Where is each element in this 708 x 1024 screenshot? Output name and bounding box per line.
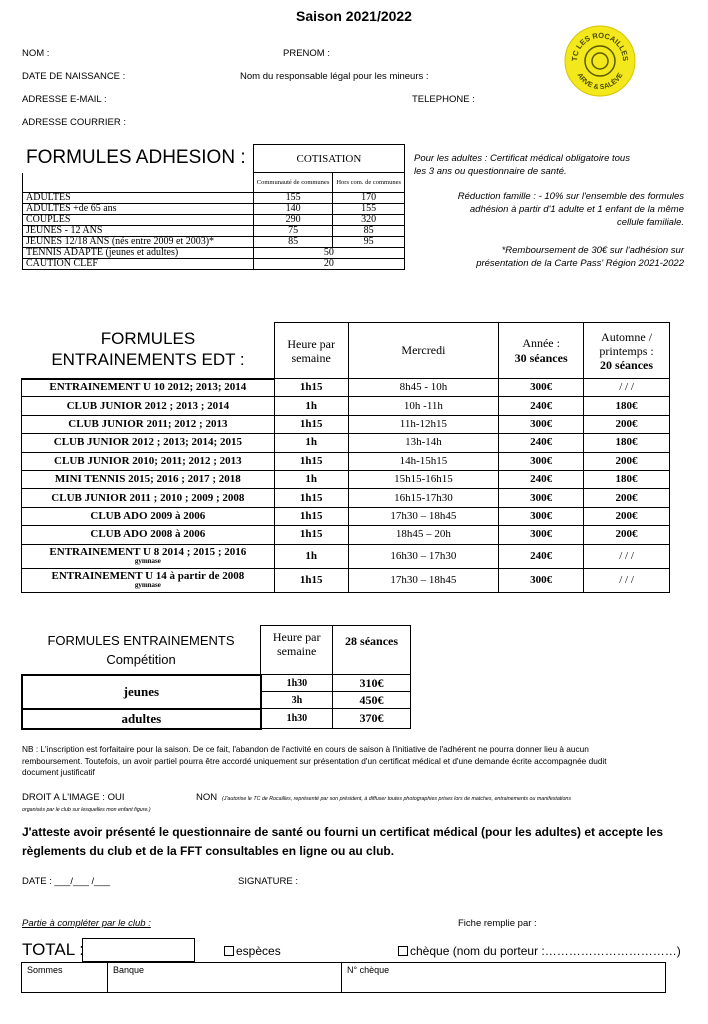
training-row: CLUB JUNIOR 2012 ; 2013; 2014; 2015 1h 13h-14h 240€ 180€ bbox=[22, 434, 670, 452]
adhesion-row: JEUNES 12/18 ANS (nés entre 2009 et 2003)* 85 95 bbox=[23, 237, 405, 248]
signature-field[interactable]: SIGNATURE : bbox=[238, 876, 298, 887]
training-row: ENTRAINEMENT U 8 2014 ; 2015 ; 2016 gymnase 1h 16h30 – 17h30 240€ / / / bbox=[22, 544, 670, 568]
col-hors: Hors com. de communes bbox=[333, 173, 405, 193]
telephone-label: TELEPHONE : bbox=[412, 94, 475, 105]
training-row: ENTRAINEMENT U 10 2012; 2013; 2014 1h15 8h45 - 10h 300€ / / / bbox=[22, 379, 670, 397]
banque-cell[interactable]: Banque bbox=[108, 963, 342, 993]
training-row: MINI TENNIS 2015; 2016 ; 2017 ; 2018 1h 15h15-16h15 240€ 180€ bbox=[22, 470, 670, 488]
entrainements-title: FORMULES ENTRAINEMENTS EDT : bbox=[51, 329, 245, 369]
sommes-cell[interactable]: Sommes bbox=[22, 963, 108, 993]
training-row: ENTRAINEMENT U 14 à partir de 2008 gymnase 1h15 17h30 – 18h45 300€ / / / bbox=[22, 568, 670, 592]
adhesion-row: ADULTES 155 170 bbox=[23, 193, 405, 204]
training-row: CLUB JUNIOR 2010; 2011; 2012 ; 2013 1h15 14h-15h15 300€ 200€ bbox=[22, 452, 670, 470]
nom-label: NOM : bbox=[22, 48, 50, 59]
email-label: ADRESSE E-MAIL : bbox=[22, 94, 107, 105]
cheque-option[interactable]: chèque (nom du porteur :……………………………) bbox=[398, 944, 681, 958]
cotisation-header: COTISATION bbox=[253, 145, 404, 173]
droit-image-note-2: organisés par le club sur lesquelles mon enfant figure.) bbox=[22, 807, 151, 813]
header-automne: Automne / printemps : 20 séances bbox=[584, 323, 670, 379]
competition-table: Heure par semaine 28 séances jeunes 1h30 310€ 3h 450€ adultes 1h30 370€ bbox=[21, 625, 411, 730]
droit-image-note-1: (J'autorise le TC de Rocailles, représenté par son président, à diffuser toutes photographies prises lors de matches, entrainements ou manifestations bbox=[222, 796, 572, 802]
logo-text-top: TC LES ROCAILLES bbox=[569, 30, 631, 62]
especes-option[interactable]: espèces bbox=[224, 944, 281, 958]
droit-image-label: DROIT A L'IMAGE : OUI bbox=[22, 792, 125, 803]
training-row: CLUB JUNIOR 2012 ; 2013 ; 2014 1h 10h -11h 240€ 180€ bbox=[22, 397, 670, 415]
training-row: CLUB ADO 2008 à 2006 1h15 18h45 – 20h 300€ 200€ bbox=[22, 526, 670, 544]
note-pass-region: *Remboursement de 30€ sur l'adhésion sur présentation de la Carte Pass' Région 2021-2022 bbox=[476, 245, 684, 269]
fiche-remplie-label: Fiche remplie par : bbox=[458, 918, 537, 929]
payment-table bbox=[21, 962, 666, 993]
competition-title: FORMULES ENTRAINEMENTS Compétition bbox=[47, 633, 235, 667]
prenom-label: PRENOM : bbox=[283, 48, 330, 59]
attestation: J'atteste avoir présenté le questionnaire de santé ou fourni un certificat médical (pour les adultes) et accepte les règlements du club et de la FFT consultables en ligne ou au club. bbox=[22, 825, 664, 858]
entrainements-table bbox=[21, 322, 670, 593]
club-section-title: Partie à compléter par le club : bbox=[22, 918, 151, 929]
comp-header-heure: Heure par semaine bbox=[261, 626, 333, 675]
adhesion-title: FORMULES ADHESION : bbox=[26, 147, 246, 168]
header-mercredi: Mercredi bbox=[348, 323, 499, 379]
note-certificat: Pour les adultes : Certificat médical obligatoire tous les 3 ans ou questionnaire de santé. bbox=[414, 153, 630, 177]
especes-checkbox[interactable] bbox=[224, 946, 234, 956]
adhesion-table bbox=[22, 144, 405, 270]
logo-text-bottom: ARVE & SALÈVE bbox=[575, 72, 625, 92]
cheque-checkbox[interactable] bbox=[398, 946, 408, 956]
header-heure: Heure par semaine bbox=[274, 323, 348, 379]
date-field[interactable]: DATE : ___/___ /___ bbox=[22, 876, 111, 887]
training-row: CLUB ADO 2009 à 2006 1h15 17h30 – 18h45 300€ 200€ bbox=[22, 507, 670, 525]
header-annee: Année : 30 séances bbox=[499, 323, 584, 379]
note-famille: Réduction famille : - 10% sur l'ensemble des formules adhésion à partir d'1 adulte et 1 enfant de la même cellule familiale. bbox=[457, 191, 684, 228]
nb-paragraph: NB : L'inscription est forfaitaire pour la saison. De ce fait, l'abandon de l'activité en cours de saison à l'initiative de l'adhérent ne pourra donner lieu à aucun remboursement. Toutefois, un avoir partiel pourra être accordé uniquement sur présentation d'un certificat médical et d'une demande écrite accompagnée dudit document justificatif bbox=[22, 744, 607, 777]
club-logo bbox=[563, 24, 637, 98]
total-label: TOTAL : bbox=[22, 940, 85, 959]
comp-adultes: adultes bbox=[22, 709, 261, 729]
page-title: Saison 2021/2022 bbox=[296, 8, 412, 24]
training-row: CLUB JUNIOR 2011; 2012 ; 2013 1h15 11h-12h15 300€ 200€ bbox=[22, 415, 670, 433]
adhesion-row: CAUTION CLEF 20 bbox=[23, 259, 405, 270]
adhesion-row: TENNIS ADAPTE (jeunes et adultes) 50 bbox=[23, 248, 405, 259]
adhesion-row: COUPLES 290 320 bbox=[23, 215, 405, 226]
total-input[interactable] bbox=[82, 938, 195, 962]
club-logo-icon bbox=[563, 24, 637, 98]
droit-image-non: NON bbox=[196, 792, 218, 803]
responsable-label: Nom du responsable légal pour les mineurs : bbox=[240, 71, 429, 82]
adhesion-row: JEUNES - 12 ANS 75 85 bbox=[23, 226, 405, 237]
cheque-number-cell[interactable]: N° chèque bbox=[342, 963, 666, 993]
col-communaute: Communauté de communes bbox=[253, 173, 333, 193]
training-row: CLUB JUNIOR 2011 ; 2010 ; 2009 ; 2008 1h15 16h15-17h30 300€ 200€ bbox=[22, 489, 670, 507]
adhesion-row: ADULTES +de 65 ans 140 155 bbox=[23, 204, 405, 215]
comp-header-seances: 28 séances bbox=[333, 626, 411, 675]
comp-jeunes: jeunes bbox=[22, 675, 261, 709]
courrier-label: ADRESSE COURRIER : bbox=[22, 117, 126, 128]
naissance-label: DATE DE NAISSANCE : bbox=[22, 71, 126, 82]
